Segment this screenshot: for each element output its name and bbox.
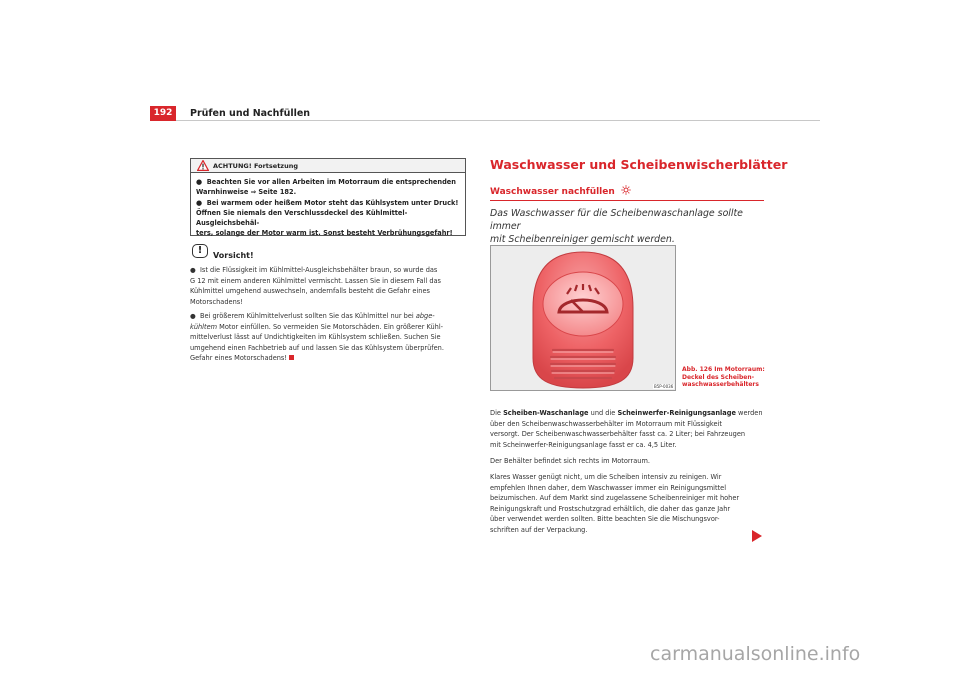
caution-item-1-line3: Kühlmittel umgehend auswechseln, andernfalls besteht die Gefahr eines bbox=[190, 287, 430, 296]
warning-item-1-line1: Beachten Sie vor allen Arbeiten im Motorraum die entsprechenden bbox=[206, 178, 456, 186]
warning-triangle-icon bbox=[197, 160, 209, 171]
watermark: carmanualsonline.info bbox=[650, 643, 861, 665]
p1-bold-1: Scheiben-Waschanlage bbox=[503, 409, 589, 417]
subsection-rule bbox=[490, 200, 764, 201]
section-end-mark bbox=[289, 355, 294, 360]
p1-mid: und die bbox=[588, 409, 618, 417]
subsection-title-text: Waschwasser nachfüllen bbox=[490, 187, 615, 197]
page-number: 192 bbox=[150, 106, 176, 121]
caption-line3: waschwasserbehälters bbox=[682, 381, 759, 388]
caution-item-2-line1-pre: Bei größerem Kühlmittelverlust sollten Sie das Kühlmittel nur bei bbox=[199, 312, 416, 320]
warning-box bbox=[190, 158, 466, 236]
intro-text bbox=[490, 207, 768, 246]
washer-reservoir-cap-illustration bbox=[491, 246, 675, 390]
caution-item-1-line2: G 12 mit einem anderen Kühlmittel vermischt. Lassen Sie in diesem Fall das bbox=[190, 276, 441, 285]
caption-line2: Deckel des Scheiben- bbox=[682, 373, 755, 381]
caution-item-2 bbox=[190, 311, 468, 364]
caution-item-2-line3: mittelverlust lässt auf Undichtigkeiten im Kühlsystem schließen. Suchen Sie bbox=[190, 333, 441, 342]
body-paragraph-2: Der Behälter befindet sich rechts im Motorraum. bbox=[490, 457, 650, 465]
body-paragraph-3 bbox=[490, 472, 770, 535]
intro-line2: mit Scheibenreiniger gemischt werden. bbox=[490, 234, 675, 245]
warning-item-2-line2: Öffnen Sie niemals den Verschlussdeckel des Kühlmittel-Ausgleichsbehäl- bbox=[196, 209, 408, 227]
warning-item-2-line1: Bei warmem oder heißem Motor steht das Kühlsystem unter Druck! bbox=[206, 199, 459, 207]
warning-title: ACHTUNG! Fortsetzung bbox=[213, 162, 298, 170]
warning-item-2-line3: ters, solange der Motor warm ist. Sonst besteht Verbrühungsgefahr! bbox=[196, 229, 453, 237]
figure-washer-cap bbox=[490, 245, 676, 391]
bullet: ● bbox=[196, 178, 203, 186]
caution-icon: ! bbox=[192, 244, 208, 258]
warning-item-1-line2: Warnhinweise ⇒ Seite 182. bbox=[196, 188, 297, 196]
p3-line4: Reinigungskraft und Frostschutzgrad erhältlich, die daher das ganze Jahr bbox=[490, 504, 731, 513]
header-rule bbox=[176, 120, 820, 121]
p3-line2: empfehlen Ihnen daher, dem Waschwasser immer ein Reinigungsmittel bbox=[490, 483, 727, 492]
p1-post: werden bbox=[735, 409, 763, 417]
bullet: ● bbox=[196, 199, 203, 207]
p3-line3: beizumischen. Auf dem Markt sind zugelassene Scheibenreiniger mit hoher bbox=[490, 494, 740, 502]
caption-line1: Abb. 126 Im Motorraum: bbox=[682, 366, 765, 373]
p3-line5: über verwendet werden sollten. Bitte beachten Sie die Mischungsvor- bbox=[490, 515, 720, 523]
section-title: Waschwasser und Scheibenwischerblätter bbox=[490, 157, 788, 172]
caution-title: Vorsicht! bbox=[213, 251, 254, 260]
figure-caption bbox=[682, 366, 772, 389]
continue-arrow-icon bbox=[752, 530, 762, 542]
warning-header bbox=[191, 159, 465, 173]
p1-pre: Die bbox=[490, 409, 504, 417]
warning-item-2 bbox=[196, 198, 464, 238]
bullet: ● bbox=[190, 266, 196, 274]
running-title: Prüfen und Nachfüllen bbox=[190, 108, 311, 119]
p3-line1: Klares Wasser genügt nicht, um die Scheiben intensiv zu reinigen. Wir bbox=[490, 473, 722, 481]
caution-item-2-line2-italic: kühltem bbox=[190, 322, 218, 331]
caution-item-2-line2-post: Motor einfüllen. So vermeiden Sie Motorschäden. Ein größerer Kühl- bbox=[217, 322, 444, 331]
caution-item-2-line1-italic: abge- bbox=[415, 312, 435, 320]
intro-line1: Das Waschwasser für die Scheibenwaschanlage sollte immer bbox=[490, 208, 743, 232]
caution-item-2-line5: Gefahr eines Motorschadens! bbox=[190, 354, 288, 363]
p1-line3: versorgt. Der Scheibenwaschwasserbehälter fasst ca. 2 Liter; bei Fahrzeugen bbox=[490, 430, 746, 438]
caution-item-1-line4: Motorschadens! bbox=[190, 297, 243, 306]
subsection-title bbox=[490, 185, 631, 198]
caution-item-1 bbox=[190, 265, 468, 307]
bullet: ● bbox=[190, 312, 196, 320]
p1-line2: über den Scheibenwaschwasserbehälter im Motorraum mit Flüssigkeit bbox=[490, 419, 722, 428]
caution-item-2-line4: umgehend einen Fachbetrieb auf und lassen Sie das Kühlsystem überprüfen. bbox=[190, 343, 444, 352]
sun-icon bbox=[621, 185, 631, 195]
warning-item-1 bbox=[196, 177, 464, 197]
p3-line6: schriften auf der Verpackung. bbox=[490, 525, 588, 534]
body-paragraph-1 bbox=[490, 408, 770, 450]
p1-line4: mit Scheinwerfer-Reinigungsanlage fasst er ca. 4,5 Liter. bbox=[490, 440, 677, 449]
p1-bold-2: Scheinwerfer-Reinigungsanlage bbox=[617, 409, 736, 417]
caution-item-1-line1: Ist die Flüssigkeit im Kühlmittel-Ausgleichsbehälter braun, so wurde das bbox=[199, 266, 438, 274]
figure-code: B5P-0036 bbox=[654, 384, 674, 389]
